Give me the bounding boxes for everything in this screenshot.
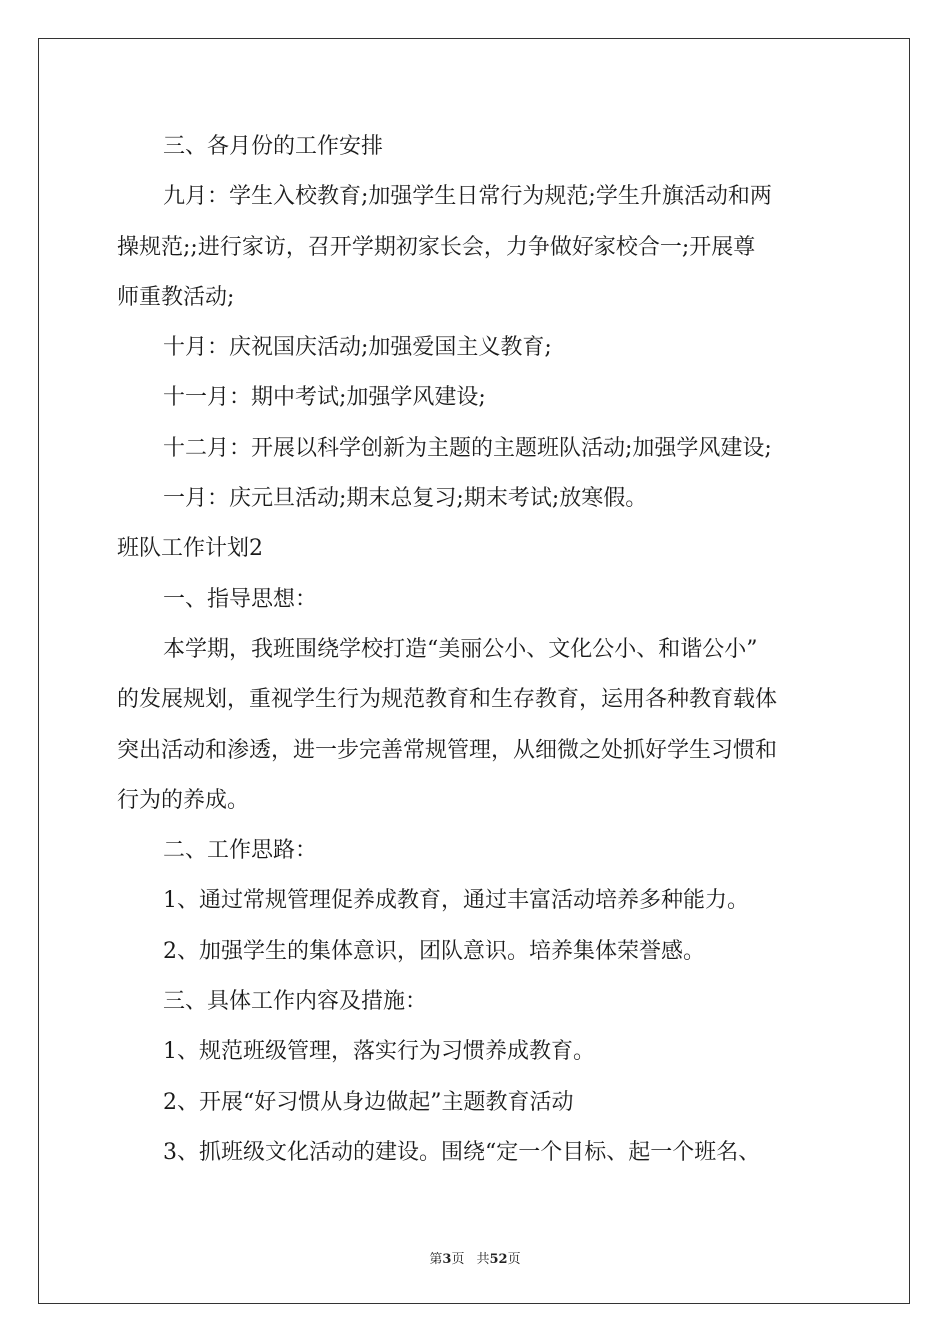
page-current: 3 [442,1252,452,1267]
document-title-plan-2: 班队工作计划2 [117,536,263,562]
list-item-content-1: 1、规范班级管理，落实行为习惯养成教育。 [163,1039,595,1065]
section-heading-guiding-ideology: 一、指导思想： [163,586,318,612]
list-item-content-2: 2、开展“好习惯从身边做起”主题教育活动 [163,1089,574,1115]
paragraph-september-cont: 操规范;;进行家访，召开学期初家长会，力争做好家校合一;开展尊 [117,234,756,260]
total-unit: 页 [507,1252,521,1267]
page-prefix: 第 [429,1252,443,1267]
document-body [117,122,833,1178]
section-heading-monthly-plan: 三、各月份的工作安排 [163,134,384,159]
paragraph-ideology: 本学期，我班围绕学校打造“美丽公小、文化公小、和谐公小” [163,636,758,662]
section-heading-work-approach: 二、工作思路： [163,838,318,864]
paragraph-january: 一月：庆元旦活动;期末总复习;期末考试;放寒假。 [163,486,648,512]
paragraph-ideology-cont-2: 突出活动和渗透，进一步完善常规管理，从细微之处抓好学生习惯和 [117,737,778,763]
page-footer [0,1248,950,1267]
list-item-approach-2: 2、加强学生的集体意识，团队意识。培养集体荣誉感。 [163,938,705,964]
page-total: 52 [489,1252,508,1267]
paragraph-september-end: 师重教活动; [117,284,235,310]
paragraph-november: 十一月：期中考试;加强学风建设; [163,385,486,411]
list-item-content-3: 3、抓班级文化活动的建设。围绕“定一个目标、起一个班名、 [163,1139,761,1165]
paragraph-ideology-end: 行为的养成。 [117,787,250,813]
section-heading-work-content: 三、具体工作内容及措施： [163,989,428,1015]
paragraph-october: 十月：庆祝国庆活动;加强爱国主义教育; [163,335,552,361]
total-prefix: 共 [476,1252,490,1267]
paragraph-december: 十二月：开展以科学创新为主题的主题班队活动;加强学风建设; [163,435,772,461]
page-unit: 页 [451,1252,465,1267]
paragraph-ideology-cont-1: 的发展规划，重视学生行为规范教育和生存教育，运用各种教育载体 [117,687,778,713]
list-item-approach-1: 1、通过常规管理促养成教育，通过丰富活动培养多种能力。 [163,888,749,914]
paragraph-september: 九月：学生入校教育;加强学生日常行为规范;学生升旗活动和两 [163,184,772,210]
